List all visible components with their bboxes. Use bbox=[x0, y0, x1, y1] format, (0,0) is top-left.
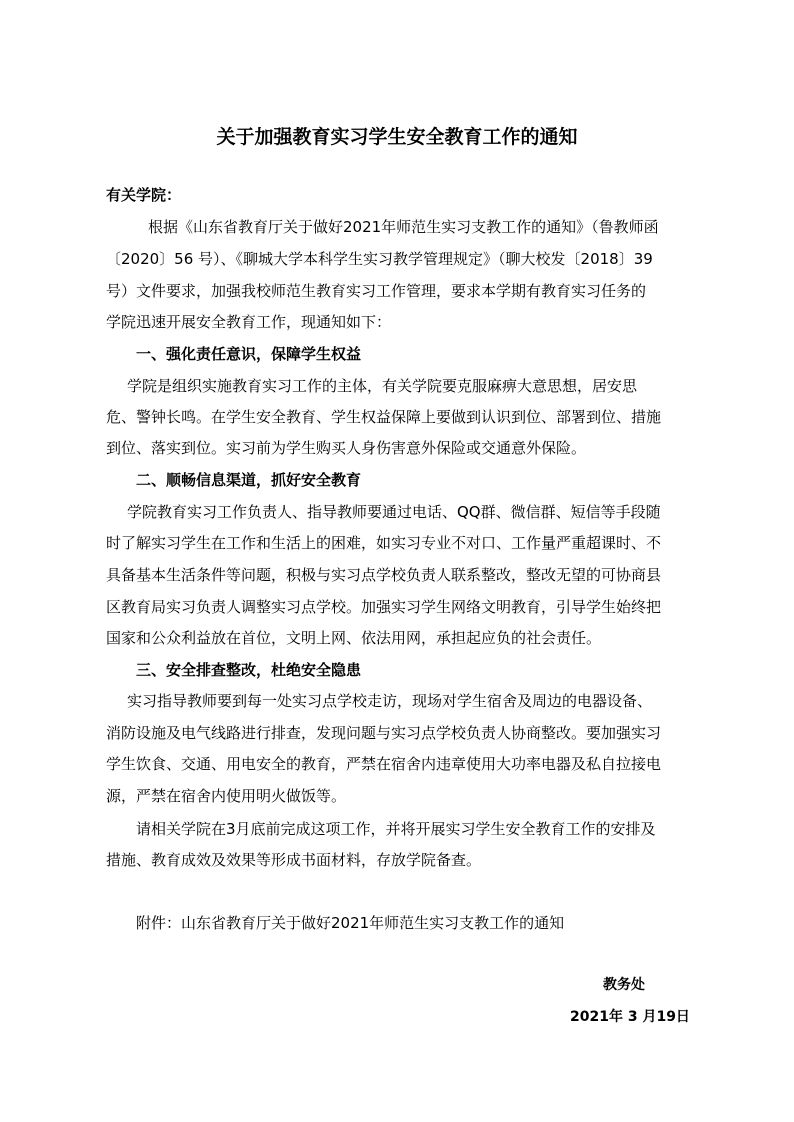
document-title: 关于加强教育实习学生安全教育工作的通知 bbox=[216, 126, 578, 148]
section-line: 源，严禁在宿舍内使用明火做饭等。 bbox=[106, 787, 347, 805]
section-line: 到位、落实到位。实习前为学生购买人身伤害意外保险或交通意外保险。 bbox=[106, 439, 587, 457]
section-line: 消防设施及电气线路进行排查，发现问题与实习点学校负责人协商整改。要加强实习 bbox=[106, 724, 662, 742]
intro-line: 根据《山东省教育厅关于做好2021年师范生实习支教工作的通知》（鲁教师函 bbox=[148, 218, 659, 236]
attachment-line: 附件：山东省教育厅关于做好2021年师范生实习支教工作的通知 bbox=[136, 914, 565, 932]
section-line: 实习指导教师要到每一处实习点学校走访，现场对学生宿舍及周边的电器设备、 bbox=[127, 692, 653, 710]
section-line: 学生饮食、交通、用电安全的教育，严禁在宿舍内违章使用大功率电器及私自拉接电 bbox=[106, 755, 662, 773]
section-line: 具备基本生活条件等问题，积极与实习点学校负责人联系整改，整改无望的可协商县 bbox=[106, 566, 662, 584]
closing-line: 措施、教育成效及效果等形成书面材料，存放学院备查。 bbox=[106, 851, 482, 869]
section-heading: 三、安全排查整改，杜绝安全隐患 bbox=[136, 661, 362, 679]
section-line: 学院是组织实施教育实习工作的主体，有关学院要克服麻痹大意思想，居安思 bbox=[127, 377, 638, 395]
section-heading: 一、强化责任意识，保障学生权益 bbox=[136, 345, 362, 363]
section-line: 学院教育实习工作负责人、指导教师要通过电话、QQ群、微信群、短信等手段随 bbox=[127, 503, 661, 521]
closing-line: 请相关学院在3月底前完成这项工作，并将开展实习学生安全教育工作的安排及 bbox=[136, 820, 656, 838]
signature-office: 教务处 bbox=[603, 977, 645, 993]
intro-line: 学院迅速开展安全教育工作，现通知如下： bbox=[106, 313, 392, 331]
salutation: 有关学院： bbox=[106, 186, 182, 204]
intro-line: 号）文件要求，加强我校师范生教育实习工作管理，要求本学期有教育实习任务的 bbox=[106, 282, 647, 300]
section-heading: 二、顺畅信息渠道，抓好安全教育 bbox=[136, 471, 362, 489]
section-line: 时了解实习学生在工作和生活上的困难，如实习专业不对口、工作量严重超课时、不 bbox=[106, 534, 662, 552]
intro-line: 〔2020〕56 号）、《聊城大学本科学生实习教学管理规定》（聊大校发〔2018〕39 bbox=[106, 250, 653, 268]
section-line: 国家和公众利益放在首位，文明上网、依法用网，承担起应负的社会责任。 bbox=[106, 629, 602, 647]
section-line: 危、警钟长鸣。在学生安全教育、学生权益保障上要做到认识到位、部署到位、措施 bbox=[106, 408, 662, 426]
signature-date: 2021年 3 月19日 bbox=[570, 1009, 690, 1025]
section-line: 区教育局实习负责人调整实习点学校。加强实习学生网络文明教育，引导学生始终把 bbox=[106, 598, 662, 616]
